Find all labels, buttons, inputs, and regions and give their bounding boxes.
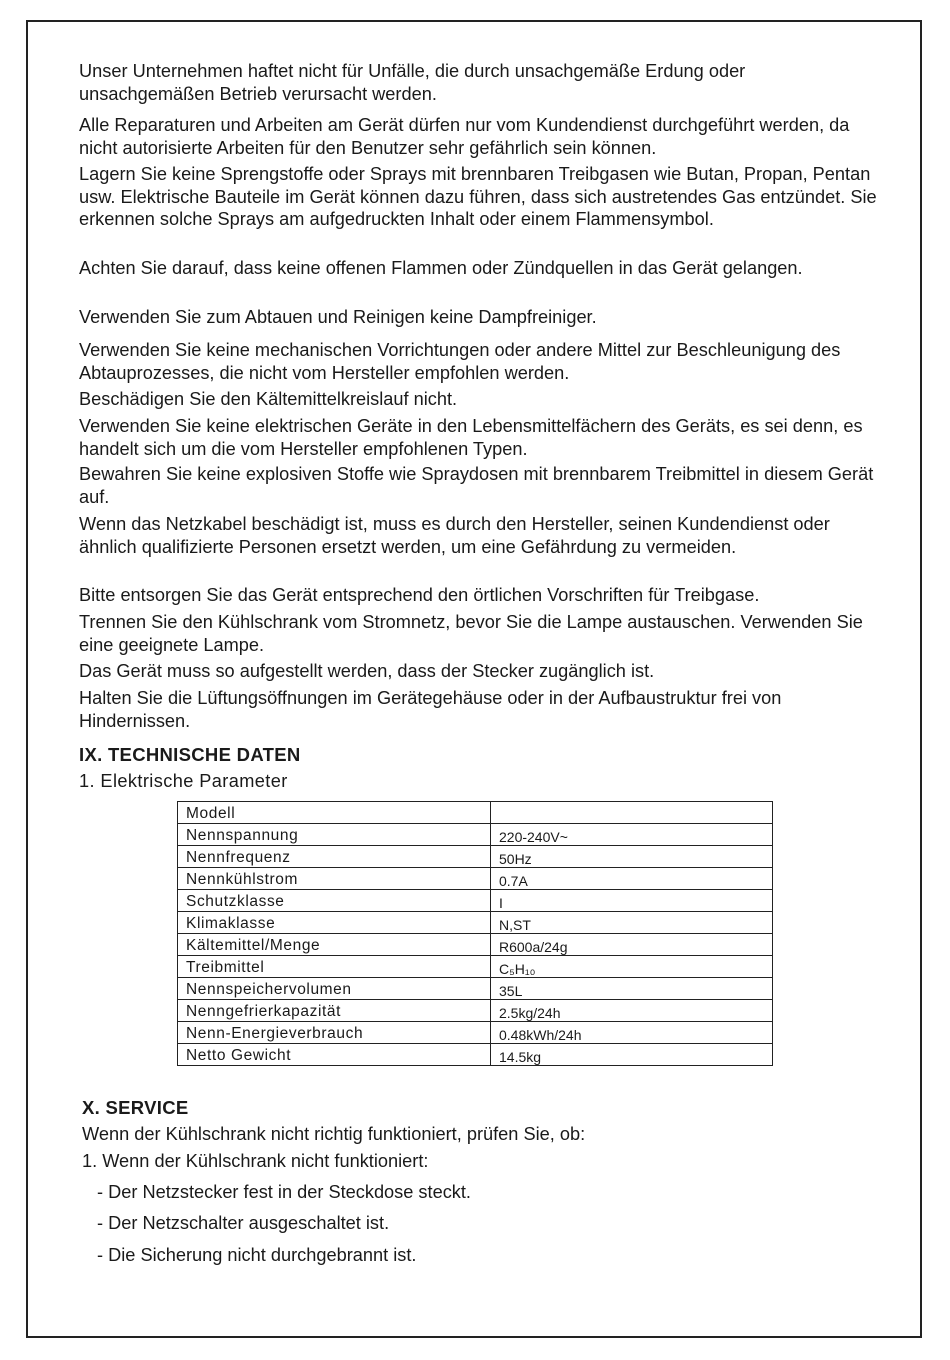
spec-label: Nennfrequenz [178,846,491,868]
spec-value: 35L [491,978,773,1000]
service-check: - Die Sicherung nicht durchgebrannt ist. [97,1245,417,1265]
paragraph-plug-access: Das Gerät muss so aufgestellt werden, dass der Stecker zugänglich ist. [79,661,655,681]
spec-label: Modell [178,802,491,824]
spec-value: 0.48kWh/24h [491,1022,773,1044]
spec-label: Netto Gewicht [178,1044,491,1066]
service-heading: X. SERVICE [82,1097,189,1118]
spec-value: I [491,890,773,912]
table-row [178,802,773,824]
spec-label: Nennspannung [178,824,491,846]
paragraph-ventilation: Halten Sie die Lüftungsöffnungen im Gerätegehäuse oder in der Aufbaustruktur frei von Hindernissen. [79,688,782,731]
spec-label: Kältemittel/Menge [178,934,491,956]
spec-label: Nenngefrierkapazität [178,1000,491,1022]
table-row [178,956,773,978]
paragraph-sprays: Lagern Sie keine Sprengstoffe oder Sprays mit brennbaren Treibgasen wie Butan, Propan, Pentan usw. Elektrische Bauteile im Gerät können dazu führen, dass sich austretendes Gas entzündet. Sie erkennen solche Sprays am aufgedruckten Inhalt oder einem Flammensymbol. [79,164,877,229]
paragraph-disposal: Bitte entsorgen Sie das Gerät entsprechend den örtlichen Vorschriften für Treibgase. [79,585,760,605]
paragraph-power-cable: Wenn das Netzkabel beschädigt ist, muss es durch den Hersteller, seinen Kundendienst oder ähnlich qualifizierte Personen ersetzt werden, um eine Gefährdung zu vermeiden. [79,514,830,557]
paragraph-explosives: Bewahren Sie keine explosiven Stoffe wie Spraydosen mit brennbarem Treibmittel in diesem Gerät auf. [79,464,874,507]
table-row [178,824,773,846]
paragraph-refrigerant-circuit: Beschädigen Sie den Kältemittelkreislauf nicht. [79,389,458,409]
service-check: - Der Netzschalter ausgeschaltet ist. [97,1213,390,1233]
spec-label: Nennspeichervolumen [178,978,491,1000]
paragraph-electrical-devices: Verwenden Sie keine elektrischen Geräte in den Lebensmittelfächern des Geräts, es sei denn, es handelt sich um die vom Hersteller empfohlenen Typen. [79,416,863,459]
spec-value: 50Hz [491,846,773,868]
table-row [178,1022,773,1044]
spec-label: Nennkühlstrom [178,868,491,890]
table-row [178,868,773,890]
paragraph-steam-cleaner: Verwenden Sie zum Abtauen und Reinigen keine Dampfreiniger. [79,307,597,327]
spec-value: N,ST [491,912,773,934]
paragraph-repairs: Alle Reparaturen und Arbeiten am Gerät dürfen nur vom Kundendienst durchgeführt werden, da nicht autorisierte Arbeiten für den Benutzer sehr gefährlich sein können. [79,115,850,158]
spec-value: R600a/24g [491,934,773,956]
spec-label: Nenn-Energieverbrauch [178,1022,491,1044]
table-row [178,934,773,956]
table-row [178,1044,773,1066]
spec-value [491,802,773,824]
tech-subheading: 1. Elektrische Parameter [79,771,288,791]
spec-value: 0.7A [491,868,773,890]
spec-value: C₅H₁₀ [491,956,773,978]
spec-table [177,801,773,1066]
spec-label: Klimaklasse [178,912,491,934]
table-row [178,912,773,934]
paragraph-defrost: Verwenden Sie keine mechanischen Vorrichtungen oder andere Mittel zur Beschleunigung des Abtauprozesses, die nicht vom Hersteller empfohlen werden. [79,340,841,383]
table-row [178,1000,773,1022]
tech-heading: IX. TECHNISCHE DATEN [79,744,301,765]
service-check: - Der Netzstecker fest in der Steckdose steckt. [97,1182,471,1202]
spec-value: 2.5kg/24h [491,1000,773,1022]
paragraph-flames: Achten Sie darauf, dass keine offenen Flammen oder Zündquellen in das Gerät gelangen. [79,258,803,278]
paragraph-lamp: Trennen Sie den Kühlschrank vom Stromnetz, bevor Sie die Lampe austauschen. Verwenden Sie eine geeignete Lampe. [79,612,863,655]
spec-value: 220-240V~ [491,824,773,846]
spec-value: 14.5kg [491,1044,773,1066]
spec-label: Schutzklasse [178,890,491,912]
service-item-1: 1. Wenn der Kühlschrank nicht funktioniert: [82,1151,429,1171]
table-row [178,978,773,1000]
table-row [178,846,773,868]
service-intro: Wenn der Kühlschrank nicht richtig funktioniert, prüfen Sie, ob: [82,1124,586,1144]
table-row [178,890,773,912]
paragraph-grounding: Unser Unternehmen haftet nicht für Unfälle, die durch unsachgemäße Erdung oder unsachgemäßen Betrieb verursacht werden. [79,61,746,104]
spec-label: Treibmittel [178,956,491,978]
